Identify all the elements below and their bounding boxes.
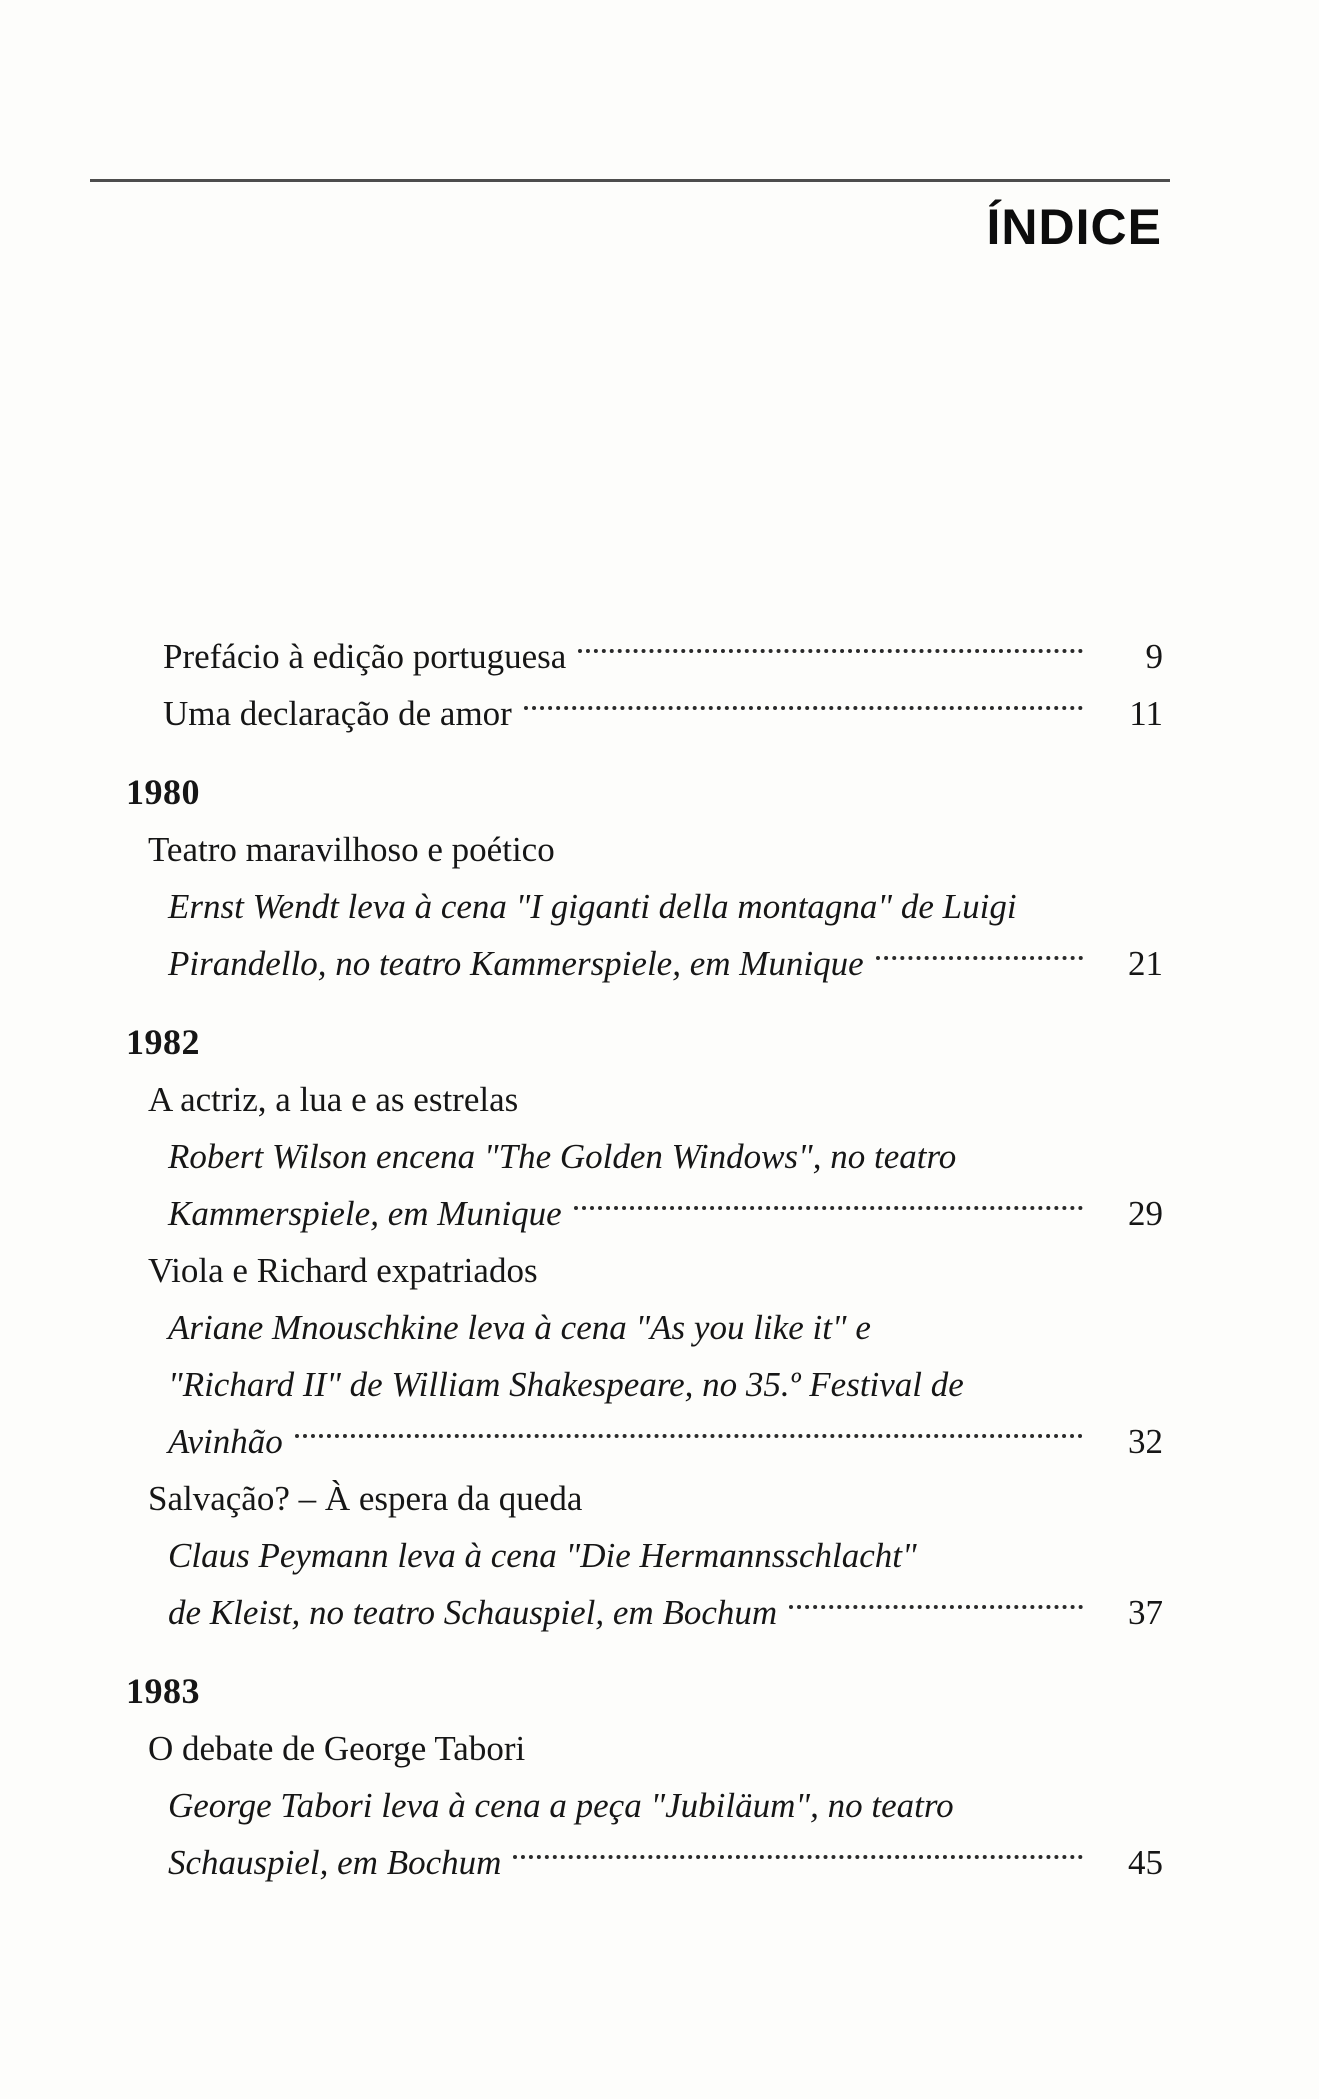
toc-line-desc	[126, 1185, 1163, 1242]
year-label: 1983	[126, 1671, 200, 1711]
year-label: 1980	[126, 772, 200, 812]
toc-line-desc	[126, 935, 1163, 992]
toc-entry-description: Ariane Mnouschkine leva à cena "As you like it" e	[168, 1308, 871, 1347]
toc-line-desc	[126, 1527, 1163, 1584]
toc-line-title	[126, 1720, 1163, 1777]
toc-entry-title: A actriz, a lua e as estrelas	[148, 1080, 519, 1119]
toc-entry-description: "Richard II" de William Shakespeare, no 35.º Festival de	[168, 1365, 964, 1404]
toc-entry-description: Schauspiel, em Bochum	[168, 1843, 502, 1882]
toc-line-title	[126, 1470, 1163, 1527]
toc-entry-description: Ernst Wendt leva à cena "I giganti della montagna" de Luigi	[168, 887, 1017, 926]
page-title: ÍNDICE	[986, 199, 1162, 255]
toc-entry-description: Pirandello, no teatro Kammerspiele, em Munique	[168, 944, 864, 983]
toc-entry-label: Uma declaração de amor	[163, 694, 512, 733]
toc-line-desc	[126, 1128, 1163, 1185]
page-number: 45	[1128, 1843, 1163, 1882]
toc-line-desc	[126, 1299, 1163, 1356]
toc-entry-description: Kammerspiele, em Munique	[168, 1194, 562, 1233]
page-number: 21	[1128, 944, 1163, 983]
toc-line-title	[126, 1242, 1163, 1299]
toc-entry-title: O debate de George Tabori	[148, 1729, 526, 1768]
toc-line-desc	[126, 878, 1163, 935]
toc-entry-description: de Kleist, no teatro Schauspiel, em Bochum	[168, 1593, 778, 1632]
toc-year-1980	[126, 764, 1163, 821]
table-of-contents	[126, 628, 1163, 1891]
toc-entry-title: Salvação? – À espera da queda	[148, 1479, 583, 1518]
toc-year-1983	[126, 1663, 1163, 1720]
toc-entry-label: Prefácio à edição portuguesa	[163, 637, 567, 676]
page-number: 32	[1128, 1422, 1163, 1461]
toc-year-1982	[126, 1014, 1163, 1071]
toc-entry-description: Claus Peymann leva à cena "Die Hermannsschlacht"	[168, 1536, 917, 1575]
page-number: 37	[1128, 1593, 1163, 1632]
toc-entry-title: Viola e Richard expatriados	[148, 1251, 538, 1290]
toc-entry-description: Avinhão	[168, 1422, 283, 1461]
page-number: 9	[1145, 637, 1163, 676]
toc-line-desc	[126, 1356, 1163, 1413]
page-number: 11	[1129, 694, 1163, 733]
toc-line-desc	[126, 1584, 1163, 1641]
year-label: 1982	[126, 1022, 200, 1062]
toc-line-desc	[126, 1834, 1163, 1891]
toc-line-title	[126, 821, 1163, 878]
toc-line-prefacio	[126, 628, 1163, 685]
toc-entry-description: George Tabori leva à cena a peça "Jubiläum", no teatro	[168, 1786, 954, 1825]
toc-entry-title: Teatro maravilhoso e poético	[148, 830, 555, 869]
toc-line-title	[126, 1071, 1163, 1128]
divider-rule	[90, 179, 1170, 182]
toc-line-desc	[126, 1413, 1163, 1470]
toc-line-declaracao	[126, 685, 1163, 742]
toc-line-desc	[126, 1777, 1163, 1834]
page-number: 29	[1128, 1194, 1163, 1233]
toc-entry-description: Robert Wilson encena "The Golden Windows", no teatro	[168, 1137, 957, 1176]
